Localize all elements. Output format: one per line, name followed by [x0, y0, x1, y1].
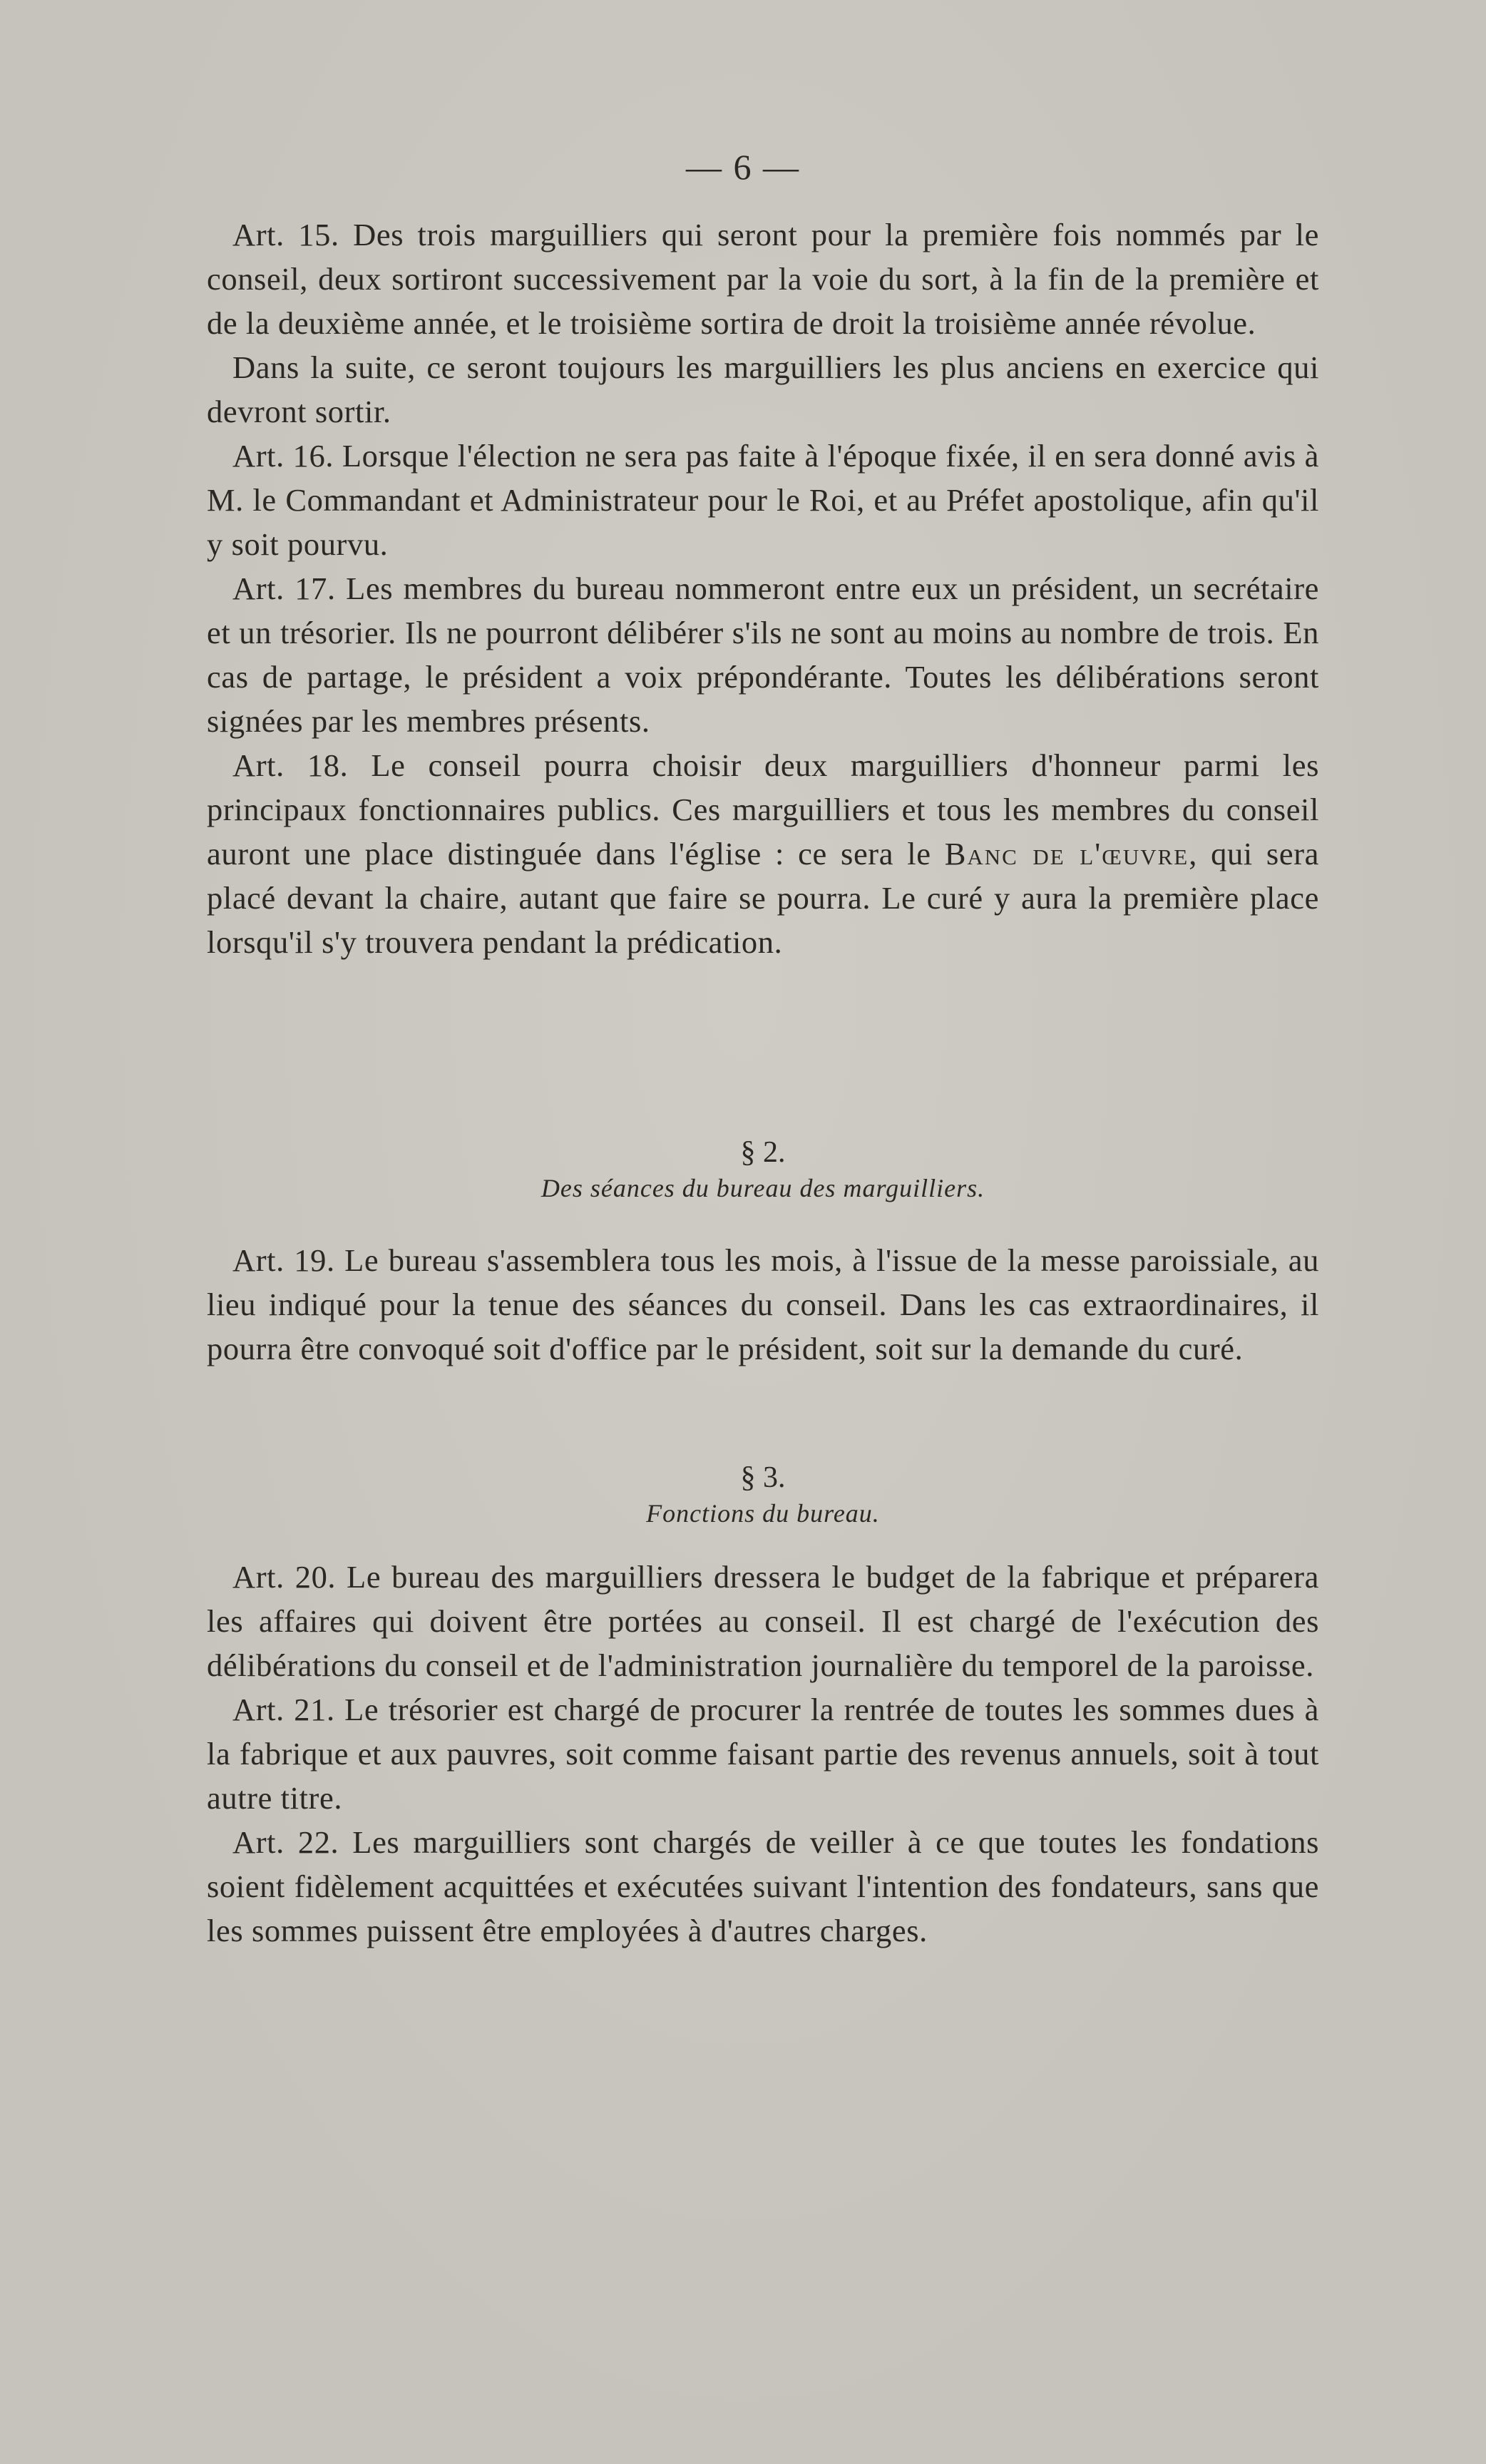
section-2-mark: § 2. [740, 1136, 786, 1169]
article-18-text-before: Art. 18. Le conseil pourra choisir deux marguilliers d'honneur parmi les principaux fonctionnaires publics. Ces marguilliers et tous les membres du conseil auront une place distinguée dans l'église : ce sera le [207, 747, 1319, 871]
section-2-heading [207, 1134, 1319, 1205]
section-3-heading [207, 1459, 1319, 1530]
section-3-title: Fonctions du bureau. [646, 1499, 880, 1528]
page-number: — 6 — [686, 147, 800, 187]
article-15: Art. 15. Des trois marguilliers qui seront pour la première fois nommés par le conseil, deux sortiront successivement par la voie du sort, à la fin de la première et de la deuxième année, et le troisième sortira de droit la troisième année révolue. [207, 217, 1319, 341]
article-18-text-after: , qui sera placé devant la chaire, autant que faire se pourra. Le curé y aura la première place lorsqu'il s'y trouvera pendant la prédication. [207, 836, 1319, 960]
section-2-title: Des séances du bureau des marguilliers. [540, 1174, 985, 1202]
article-16: Art. 16. Lorsque l'élection ne sera pas faite à l'époque fixée, il en sera donné avis à M. le Commandant et Administrateur pour le Roi, et au Préfet apostolique, afin qu'il y soit pourvu. [207, 438, 1319, 562]
article-19-block [207, 1238, 1319, 1371]
article-18 [207, 743, 1319, 964]
article-20: Art. 20. Le bureau des marguilliers dressera le budget de la fabrique et préparera les affaires qui doivent être portées au conseil. Il est chargé de l'exécution des délibérations du conseil et de l'administration journalière du temporel de la paroisse. [207, 1559, 1319, 1683]
section-3-mark: § 3. [740, 1461, 786, 1494]
article-15-continuation: Dans la suite, ce seront toujours les marguilliers les plus anciens en exercice qui devront sortir. [207, 349, 1319, 429]
article-22: Art. 22. Les marguilliers sont chargés de veiller à ce que toutes les fondations soient fidèlement acquittées et exécutées suivant l'intention des fondateurs, sans que les sommes puissent être employées à d'autres charges. [207, 1824, 1319, 1948]
articles-20-22 [207, 1555, 1319, 1953]
article-17: Art. 17. Les membres du bureau nommeront entre eux un président, un secrétaire et un trésorier. Ils ne pourront délibérer s'ils ne sont au moins au nombre de trois. En cas de partage, le président a voix prépondérante. Toutes les délibérations seront signées par les membres présents. [207, 571, 1319, 739]
article-19: Art. 19. Le bureau s'assemblera tous les mois, à l'issue de la messe paroissiale, au lieu indiqué pour la tenue des séances du conseil. Dans les cas extraordinaires, il pourra être convoqué soit d'office par le président, soit sur la demande du curé. [207, 1242, 1319, 1366]
articles-15-18 [207, 213, 1319, 964]
article-21: Art. 21. Le trésorier est chargé de procurer la rentrée de toutes les sommes dues à la fabrique et aux pauvres, soit comme faisant partie des revenus annuels, soit à tout autre titre. [207, 1692, 1319, 1816]
banc-de-l-oeuvre: Banc de l'œuvre [944, 836, 1189, 871]
